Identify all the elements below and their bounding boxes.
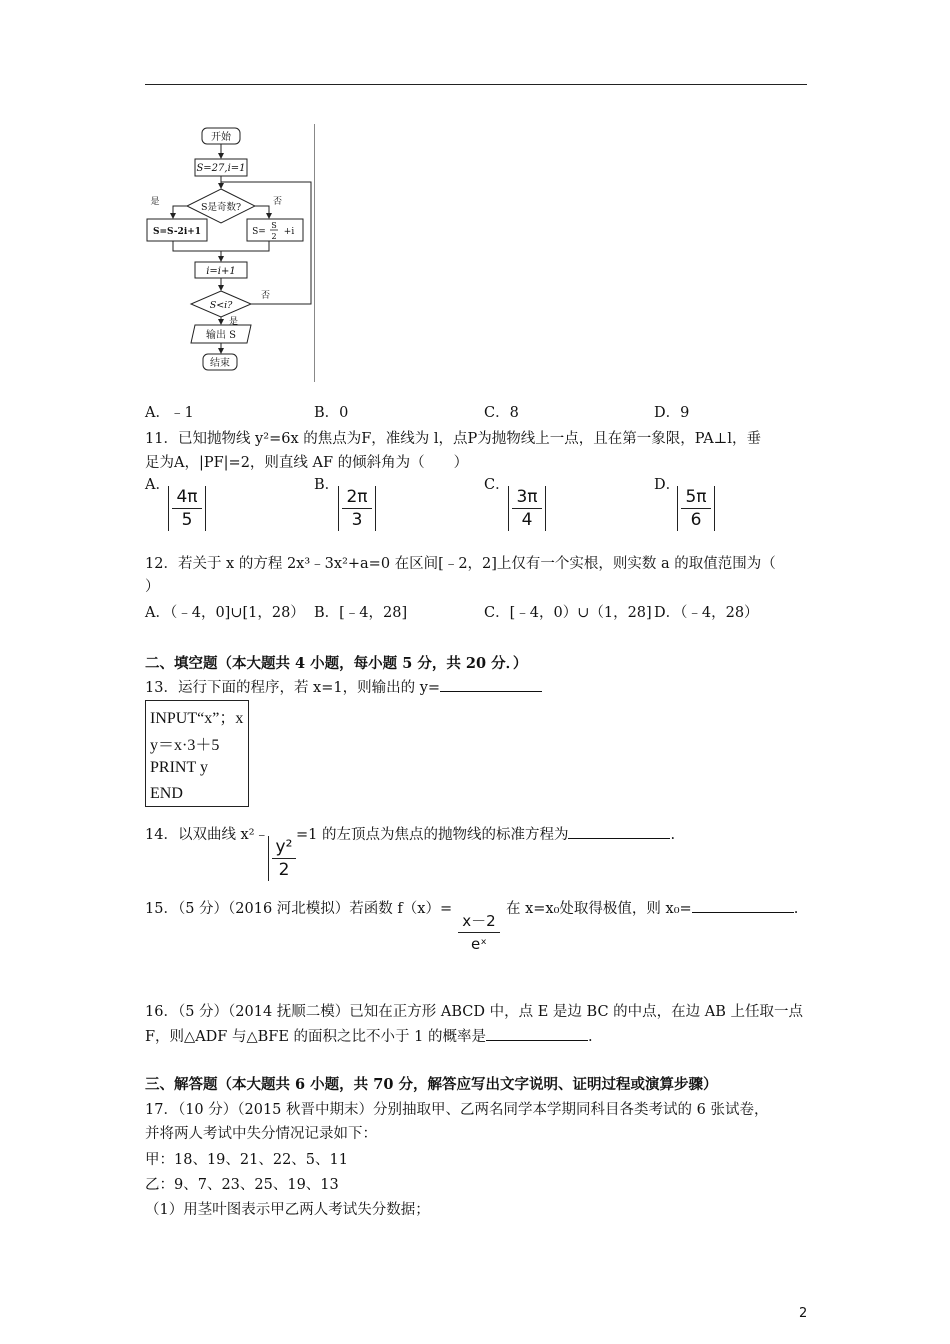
q11-fraction-a	[168, 486, 206, 531]
q12-option-c: C．[﹣4，0）∪（1，28]	[484, 605, 652, 621]
q13-answer-blank	[440, 677, 542, 692]
q10-option-a: A．﹣1	[145, 405, 194, 421]
q14-fraction-den: 2	[278, 860, 290, 880]
q12-option-a: A．（﹣4，0]∪[1，28）	[145, 605, 305, 621]
q12-line2: ）	[145, 579, 160, 595]
q17-line2: 并将两人考试中失分情况记录如下：	[145, 1126, 377, 1142]
q11-fraction-d-num: 5π	[681, 486, 710, 509]
q11-fraction-b	[338, 486, 376, 531]
q11-fraction-d-den: 6	[690, 510, 702, 530]
q11-fraction-c-num: 3π	[512, 486, 541, 509]
header-rule	[145, 84, 807, 85]
q15-fraction	[455, 910, 503, 955]
q12-line1: 12．若关于 x 的方程 2x³﹣3x²+a=0 在区间[﹣2，2]上仅有一个实根，则实数 a 的取值范围为（	[145, 556, 776, 572]
q13-code-line3: PRINT y	[150, 759, 208, 776]
q11-fraction-d	[677, 486, 715, 531]
q10-option-d: D．9	[654, 405, 690, 421]
q13-code-line4: END	[150, 785, 183, 802]
q15-pre: 15．（5 分）（2016 河北模拟）若函数 f（x）=	[145, 901, 453, 917]
q11-fraction-b-den: 3	[351, 510, 363, 530]
q14-post: =1 的左顶点为焦点的抛物线的标准方程为	[296, 827, 569, 843]
q11-line2: 足为A，|PF|=2，则直线 AF 的倾斜角为（ ）	[145, 455, 469, 471]
flowchart-yes2-label: 是	[229, 317, 239, 327]
q12-option-b: B．[﹣4，28]	[314, 605, 408, 621]
q13-text: 13．运行下面的程序，若 x=1，则输出的 y=	[145, 680, 441, 696]
flowchart-branch-yes-label: S=S-2i+1	[152, 227, 202, 237]
q13-code-line2: y＝x·3＋5	[150, 737, 220, 754]
flowchart-branch-no-num: S	[271, 221, 277, 230]
q11-fraction-a-num: 4π	[172, 486, 201, 509]
q17-line1: 17．（10 分）（2015 秋晋中期末）分别抽取甲、乙两名同学本学期同科目各类考试的 6 张试卷，	[145, 1102, 769, 1118]
flowchart-incr-label: i=i+1	[206, 266, 236, 277]
flowchart-output-label: 输出 S	[205, 330, 237, 341]
section3-heading: 三、解答题（本大题共 6 小题，共 70 分，解答应写出文字说明、证明过程或演算步骤）	[145, 1076, 718, 1093]
flowchart-init-label: S=27,i=1	[196, 163, 246, 174]
q11-label-b: B．	[314, 477, 340, 493]
q11-label-c: C．	[484, 477, 510, 493]
q14-fraction-num: y²	[272, 836, 297, 859]
section2-heading: 二、填空题（本大题共 4 小题，每小题 5 分，共 20 分．）	[145, 655, 528, 672]
q16-answer-blank	[486, 1026, 588, 1041]
flowchart-yes1-label: 是	[150, 197, 160, 207]
q10-option-b: B．0	[314, 405, 349, 421]
q13-code-line1: INPUT“x”；x	[150, 710, 244, 727]
flowchart-end-label: 结束	[210, 358, 230, 369]
q16-end: .	[587, 1029, 593, 1045]
flowchart-branch-no-den: 2	[271, 232, 277, 241]
q15-end: .	[793, 901, 799, 917]
q14-text-line	[296, 823, 675, 844]
q17-yi-data: 乙：9、7、23、25、19、13	[145, 1177, 339, 1193]
q11-fraction-a-den: 5	[181, 510, 193, 530]
flowchart-branch-no-right: +i	[283, 227, 295, 237]
q13-program-box	[145, 700, 249, 807]
q15-fraction-num: x－2	[458, 910, 499, 933]
q11-label-a: A．	[145, 477, 170, 493]
q15-text-line	[506, 897, 798, 918]
q16-line2: F，则△ADF 与△BFE 的面积之比不小于 1 的概率是	[145, 1029, 486, 1045]
q12-option-d: D．（﹣4，28）	[654, 605, 759, 621]
q14-pre: 14．以双曲线 x²﹣	[145, 827, 270, 843]
q11-fraction-c-den: 4	[521, 510, 533, 530]
q14-fraction	[268, 836, 299, 881]
flowchart-start-label: 开始	[211, 132, 231, 143]
q15-fraction-den: eˣ	[471, 935, 487, 953]
q14-answer-blank	[568, 824, 670, 839]
q17-jia-data: 甲：18、19、21、22、5、11	[145, 1152, 348, 1168]
q15-answer-blank	[692, 898, 794, 913]
q16-line1: 16．（5 分）（2014 抚顺二模）已知在正方形 ABCD 中，点 E 是边 BC 的中点，在边 AB 上任取一点	[145, 1004, 804, 1020]
q14-end: .	[670, 827, 676, 843]
q16-text-line2	[145, 1025, 593, 1046]
q11-fraction-c	[508, 486, 546, 531]
q17-part1: （1）用茎叶图表示甲乙两人考试失分数据；	[145, 1202, 430, 1218]
flowchart-no1-label: 否	[273, 197, 283, 207]
q10-option-c: C．8	[484, 405, 519, 421]
page-number: 2	[799, 1306, 808, 1321]
flowchart-cond2-label: S<i?	[209, 300, 233, 311]
flowchart-branch-no-left: S=	[252, 227, 266, 237]
q15-post: 在 x=x₀处取得极值，则 x₀=	[506, 901, 692, 917]
q13-text-line	[145, 676, 542, 697]
q11-fraction-b-num: 2π	[342, 486, 371, 509]
flowchart-cond1-label: S是奇数?	[200, 202, 242, 213]
q11-label-d: D．	[654, 477, 681, 493]
q11-line1: 11．已知抛物线 y²=6x 的焦点为F，准线为 l，点P为抛物线上一点，且在第一象限，PA⊥l，垂	[145, 431, 761, 447]
flowchart	[143, 124, 323, 386]
flowchart-no2-label: 否	[261, 291, 271, 301]
